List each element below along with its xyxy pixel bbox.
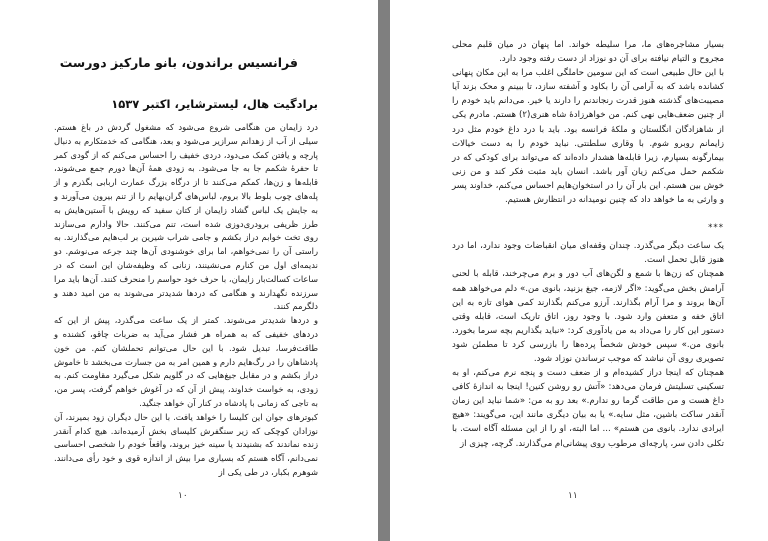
left-body: [54, 121, 318, 480]
section-separator: ***: [708, 223, 724, 234]
page-number: ۱۰: [178, 491, 188, 501]
chapter-title: فرانسیس براندون، بانو مارکیز دورست: [59, 55, 298, 70]
paragraph: همچنان که زن‌ها با شمع و لگن‌های آب دور و برم می‌چرخند، قابله با لحنی آرامش بخش می‌گوید: «اگر لازمه، جیغ بزنید، بانوی من.» دلم می‌خواهد همه آن‌ها بروند و مرا آرام بگذارند. آرزو می‌کنم بگذارند کمی هوای تازه به این اتاق خفه و متعفن وارد شود. با وجود روز، اتاق تاریک است، قابله وقتی دستور این کار را می‌داد به من یادآوری کرد: «نباید بگذاریم بچه سرما بخورد. بانوی من.» سپس خودش شخصاً پرده‌ها را بازرسی کرد تا مطمئن شود تصویری روی آن نباشد که موجب ترساندن نوزاد شود.: [452, 269, 724, 364]
paragraph: درد زایمان من هنگامی شروع می‌شود که مشغول گردش در باغ هستم. سیلی از آب از زهدانم سرازیر می‌شود و بعد، هنگامی که خدمتکارم به دنبال پارچه و یافتن کمک می‌دود، دردی خفیف را احساس می‌کنم که از گودی کمر تا حفرهٔ شکمم جا به جا می‌شود. به زودی همهٔ آن‌ها دورم جمع می‌شوند، قابله‌ها و زن‌ها، کمکم می‌کنند تا از درگاه بزرگ عمارت اربابی بگذرم و از پله‌های چوب بلوط بالا بروم، لباس‌های گران‌بهایم را از تنم بیرون می‌آورند و به جایش یک لباس گشاد زایمان از کتان سفید که رویش با آستین‌هایش به طرز ظریفی برودری‌دوزی شده است، تنم می‌کنند. حالا وادارم می‌سازند روی تخت خوابم دراز بکشم و جامی شراب شیرین بر لب‌هایم می‌گذارند. به راستی آن را نمی‌خواهم، اما برای خوشنودی آن‌ها چند جرعه می‌نوشم. دو ندیمه‌ای اول من کنارم می‌نشینند، زنانی که وظیفه‌شان این است که در ساعات کسالت‌بار زایمان، با حرف خود حواسم را منحرف کنند. آن‌ها باید مرا سرزنده نگهدارند و هنگامی که دردها شدیدتر می‌شوند به من امید دهند و دلگرمم کنند.: [54, 122, 318, 312]
page-number: ۱۱: [568, 491, 578, 501]
paragraph: کبوترهای جوان این کلیسا را خواهد یافت. با این حال دیگران زود بمیرند، آن نوزادان کوچکی که زیر سنگفرش کلیسای بخش آرمیده‌اند. هیچ کدام آنقدر زنده نماندند که بشنیدند یا سینه خیز بروند، واقعاً خودم را شخصی احساسی نمی‌دانم، آگاه هستم که بسیاری مرا بیش از اندازه قوی و خود رأی می‌دانند. شوهرم بکبار، در طی یکی از: [54, 411, 318, 477]
paragraph: یک ساعت دیگر می‌گذرد. چندان وقفه‌ای میان انقباضات وجود ندارد، اما درد هنوز قابل تحمل است.: [452, 241, 724, 266]
paragraph: همچنان که اینجا دراز کشیده‌ام و از ضعف دست و پنجه نرم می‌کنم، او به تسکینی تسلیتش فرمان می‌دهد: «آتش رو روشن کنین! اینجا به اندازهٔ کافی داغ هست و من طاقت گرما رو ندارم.» بعد رو به من: «شما نباید این زمان آنقدر ساکت باشین، مثل سایه.» یا به بیان دیگری مانند این، می‌گویند: «هیچ ایرادی ندارد. بانوی من هستم» ... اما البته، او را از این مسئله آگاه است. با تکلی دادن سر، پارچه‌ای مرطوب روی پیشانی‌ام می‌گذارند. گرچه، چیزی از: [452, 368, 724, 449]
left-page: [0, 0, 378, 541]
spacer: [452, 207, 724, 221]
right-body: [452, 38, 724, 451]
section-heading: برادگیت هال، لیسترشایر، اکتبر ۱۵۳۷: [111, 97, 318, 111]
paragraph: بسیار مشاجره‌های ما، مرا سلیطه خواند. اما پنهان در میان قلبم محلی مجروح و التیام نیافته برای آن دو نوزاد از دست رفته وجود دارد.: [452, 40, 724, 65]
paragraph: و دردها شدیدتر می‌شوند. کمتر از یک ساعت می‌گذرد، پیش از این که دردهای خفیفی که به همراه هر فشار می‌آید به ضربات چاقو، کشنده و طاقت‌فرسا، تبدیل شود. با این حال می‌توانم تحملشان کنم. من خون پادشاهان را در رگ‌هایم دارم و همین امر به من جسارت می‌بخشد تا خاموش دراز بکشم و در مقابل جیغ‌هایی که در گلویم شکل می‌گیرد مقاومت کنم. به زودی، به خواست خداوند، پیش از آن که در آغوش خواهم گرفت، پسر من، به تاجی که زمانی با پادشاه در کنار آن خواهد جنگید.: [54, 315, 318, 408]
right-page: [390, 0, 768, 541]
paragraph: با این حال طبیعی است که این سومین حاملگی اغلب مرا به این مکان پنهانی کشانده باشد که به آرامی آن را بکاود و آشفته سازد، تا ببینم و محک بزند آیا مصیبت‌های گذشته هنوز قدرت رنجاندنم را دارند یا خیر. می‌دانم باید خودم را از چنین ضعف‌هایی نهی کنم. من خواهرزادهٔ شاه هنری(۲) هستم. مادرم یکی از شاهزادگان انگلستان و ملکهٔ فرانسه بود. باید با درد داغ خودم مثل درد زایمانم روبرو شوم. با وقاری سلطنتی. نباید خودم را به دست خیالات بیمارگونه بسپارم، زیرا قابله‌ها هشدار داده‌اند که می‌تواند برای کودکی که در شکمم حمل می‌کنم زیان آور باشد. انسان باید مثبت فکر کند و من زنی خوش بین هستم. این بار آن را در استخوان‌هایم احساس می‌کنم، خداوند پسر و وارثی به ما خواهد داد که چنین نومیدانه در انتظارش هستیم.: [452, 68, 724, 206]
